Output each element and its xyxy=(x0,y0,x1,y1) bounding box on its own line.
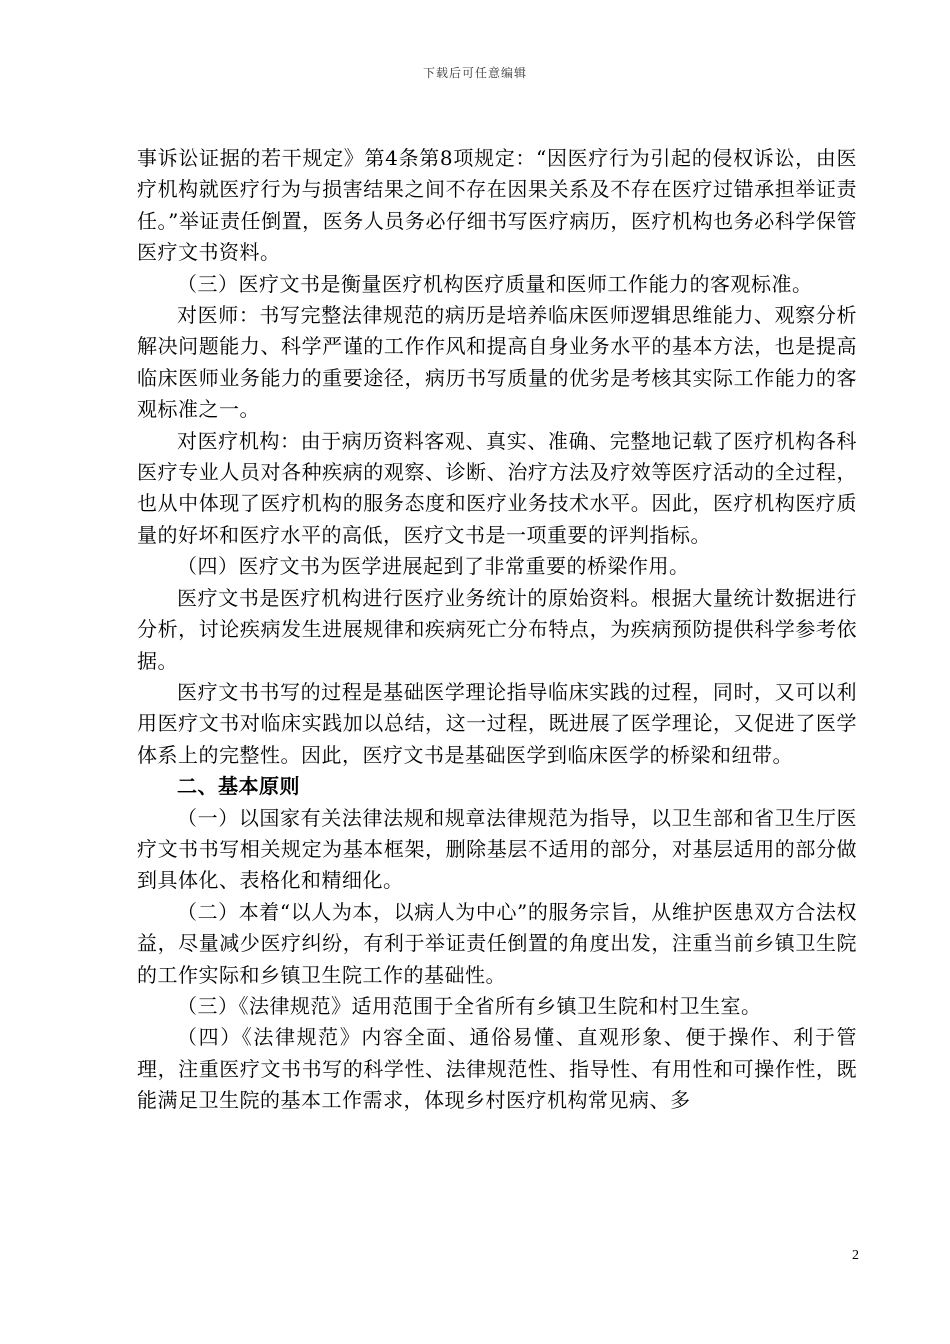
paragraph-evidence-rule: 事诉讼证据的若干规定》第4条第8项规定：“因医疗行为引起的侵权诉讼，由医疗机构就医疗行为与损害结果之间不存在因果关系及不存在医疗过错承担举证责任。”举证责任倒置，医务人员务必仔细书写医疗病历，医疗机构也务必科学保管医疗文书资料。 xyxy=(137,146,857,265)
paragraph-principle-2: （二）本着“以人为本，以病人为中心”的服务宗旨，从维护医患双方合法权益，尽量减少医疗纠纷，有利于举证责任倒置的角度出发，注重当前乡镇卫生院的工作实际和乡镇卫生院工作的基础性。 xyxy=(137,899,857,987)
paragraph-principle-1: （一）以国家有关法律法规和规章法律规范为指导，以卫生部和省卫生厅医疗文书书写相关规定为基本框架，删除基层不适用的部分，对基层适用的部分做到具体化、表格化和精细化。 xyxy=(137,805,857,893)
document-body xyxy=(137,143,857,1117)
page-number: 2 xyxy=(852,1248,859,1263)
paragraph-principle-4: （四）《法律规范》内容全面、通俗易懂、直观形象、便于操作、利于管理，注重医疗文书书写的科学性、法律规范性、指导性、有用性和可操作性，既能满足卫生院的基本工作需求，体现乡村医疗机构常见病、多 xyxy=(137,1025,857,1113)
paragraph-for-physicians: 对医师：书写完整法律规范的病历是培养临床医师逻辑思维能力、观察分析解决问题能力、科学严谨的工作作风和提高自身业务水平的基本方法，也是提高临床医师业务能力的重要途径，病历书写质量的优劣是考核其实际工作能力的客观标准之一。 xyxy=(137,303,857,422)
paragraph-for-institutions: 对医疗机构：由于病历资料客观、真实、准确、完整地记载了医疗机构各科医疗专业人员对各种疾病的观察、诊断、治疗方法及疗效等医疗活动的全过程，也从中体现了医疗机构的服务态度和医疗业务技术水平。因此，医疗机构医疗质量的好坏和医疗水平的高低，医疗文书是一项重要的评判指标。 xyxy=(137,428,857,547)
paragraph-item-3-heading: （三）医疗文书是衡量医疗机构医疗质量和医师工作能力的客观标准。 xyxy=(177,271,813,296)
paragraph-bridge: 医疗文书书写的过程是基础医学理论指导临床实践的过程，同时，又可以利用医疗文书对临床实践加以总结，这一过程，既进展了医学理论，又促进了医学体系上的完整性。因此，医疗文书是基础医学到临床医学的桥梁和纽带。 xyxy=(137,679,857,767)
page-header: 下载后可任意编辑 xyxy=(422,66,527,80)
paragraph-principle-3: （三）《法律规范》适用范围于全省所有乡镇卫生院和村卫生室。 xyxy=(177,993,762,1018)
section-heading-basic-principles: 二、基本原则 xyxy=(177,774,300,799)
paragraph-statistics: 医疗文书是医疗机构进行医疗业务统计的原始资料。根据大量统计数据进行分析，讨论疾病发生进展规律和疾病死亡分布特点，为疾病预防提供科学参考依据。 xyxy=(137,585,857,673)
paragraph-item-4-heading: （四）医疗文书为医学进展起到了非常重要的桥梁作用。 xyxy=(177,554,690,579)
